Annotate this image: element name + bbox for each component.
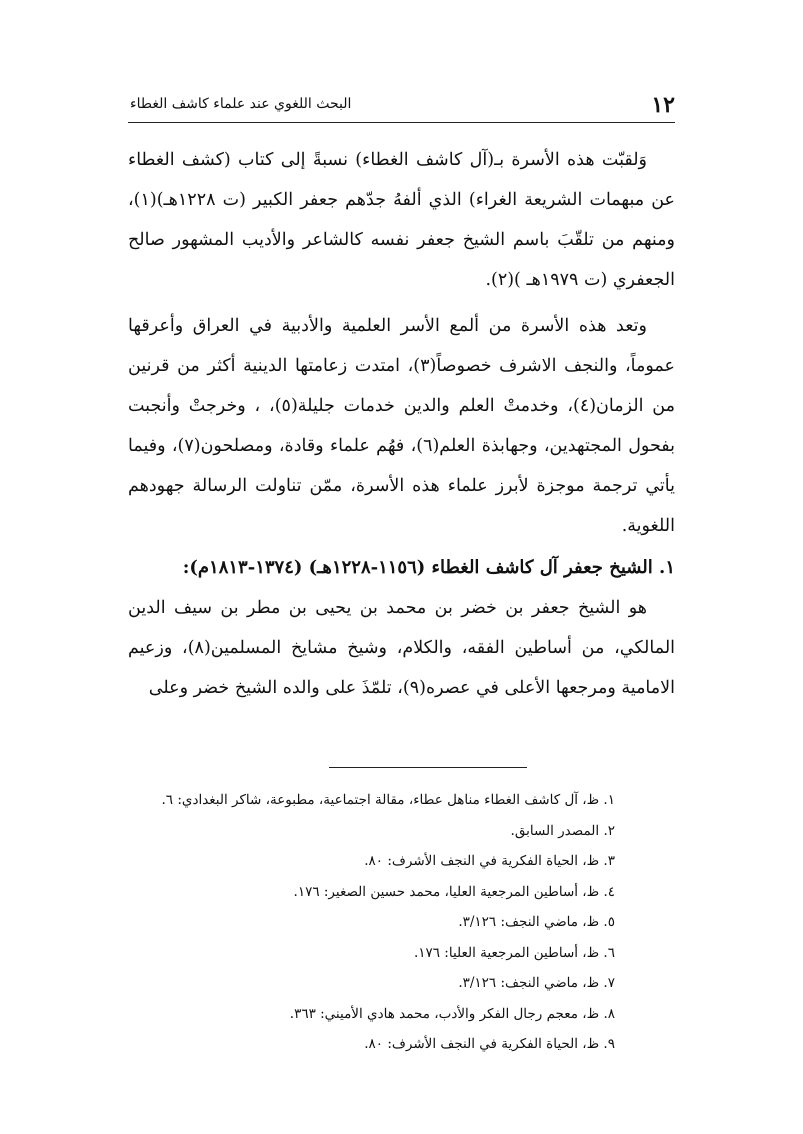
footnote-item: ٤. ظ، أساطين المرجعية العليا، محمد حسين الصغير: ١٧٦. [293,883,615,900]
footnote-item: ٧. ظ، ماضي النجف: ٣/١٢٦. [458,975,615,991]
footnote-item: ٢. المصدر السابق. [510,822,615,839]
running-title: البحث اللغوي عند علماء كاشف الغطاء [130,96,352,112]
footnote-item: ٨. ظ، معجم رجال الفكر والأدب، محمد هادي الأميني: ٣٦٣. [289,1005,615,1022]
footnote-separator [329,767,527,768]
footnote-item: ٥. ظ، ماضي النجف: ٣/١٢٦. [458,914,615,930]
paragraph-1: وَلقبّت هذه الأسرة بـ(آل كاشف الغطاء) نسبةً إلى كتاب (كشف الغطاء عن مبهمات الشريعة الغراء) الذي ألفهُ جدّهم جعفر الكبير (ت ١٢٢٨هـ)(١)، ومنهم من تلقّبَ باسم الشيخ جعفر نفسه كالشاعر والأديب المشهور صالح الجعفري (ت ١٩٧٩هـ )(٢). [128,150,675,290]
footnotes-list [128,785,615,1060]
footnote-item: ٩. ظ، الحياة الفكرية في النجف الأشرف: ٨٠. [364,1036,615,1052]
main-text [128,140,675,708]
footnote-item: ٣. ظ، الحياة الفكرية في النجف الأشرف: ٨٠. [364,853,615,869]
footnote-item: ٦. ظ، أساطين المرجعية العليا: ١٧٦. [413,944,615,961]
page-number: ١٢ [651,92,675,118]
paragraph-2: وتعد هذه الأسرة من ألمع الأسر العلمية والأدبية في العراق وأعرقها عموماً، والنجف الاشرف خصوصاً(٣)، امتدت زعامتها الدينية أكثر من قرنين من الزمان(٤)، وخدمتْ العلم والدين خدمات جليلة(٥)، ، وخرجتْ وأنجبت بفحول المجتهدين، وجهابذة العلم(٦)، فهُم علماء وقادة، ومصلحون(٧)، وفيما يأتي ترجمة موجزة لأبرز علماء هذه الأسرة، ممّن تناولت الرسالة جهودهم اللغوية. [128,316,676,536]
paragraph-3: هو الشيخ جعفر بن خضر بن محمد بن يحيى بن مطر بن سيف الدين المالكي، من أساطين الفقه، والكلام، وشيخ مشايخ المسلمين(٨)، وزعيم الامامية ومرجعها الأعلى في عصره(٩)، تلمّذَ على والده الشيخ خضر وعلى [128,598,676,698]
section-heading: ١. الشيخ جعفر آل كاشف الغطاء (١١٥٦-١٢٢٨هـ) (١٣٧٤-١٨١٣م): [182,557,675,578]
page-header [128,88,675,123]
footnote-item: ١. ظ، آل كاشف الغطاء مناهل عطاء، مقالة اجتماعية، مطبوعة، شاكر البغدادي: ٦. [161,792,615,808]
